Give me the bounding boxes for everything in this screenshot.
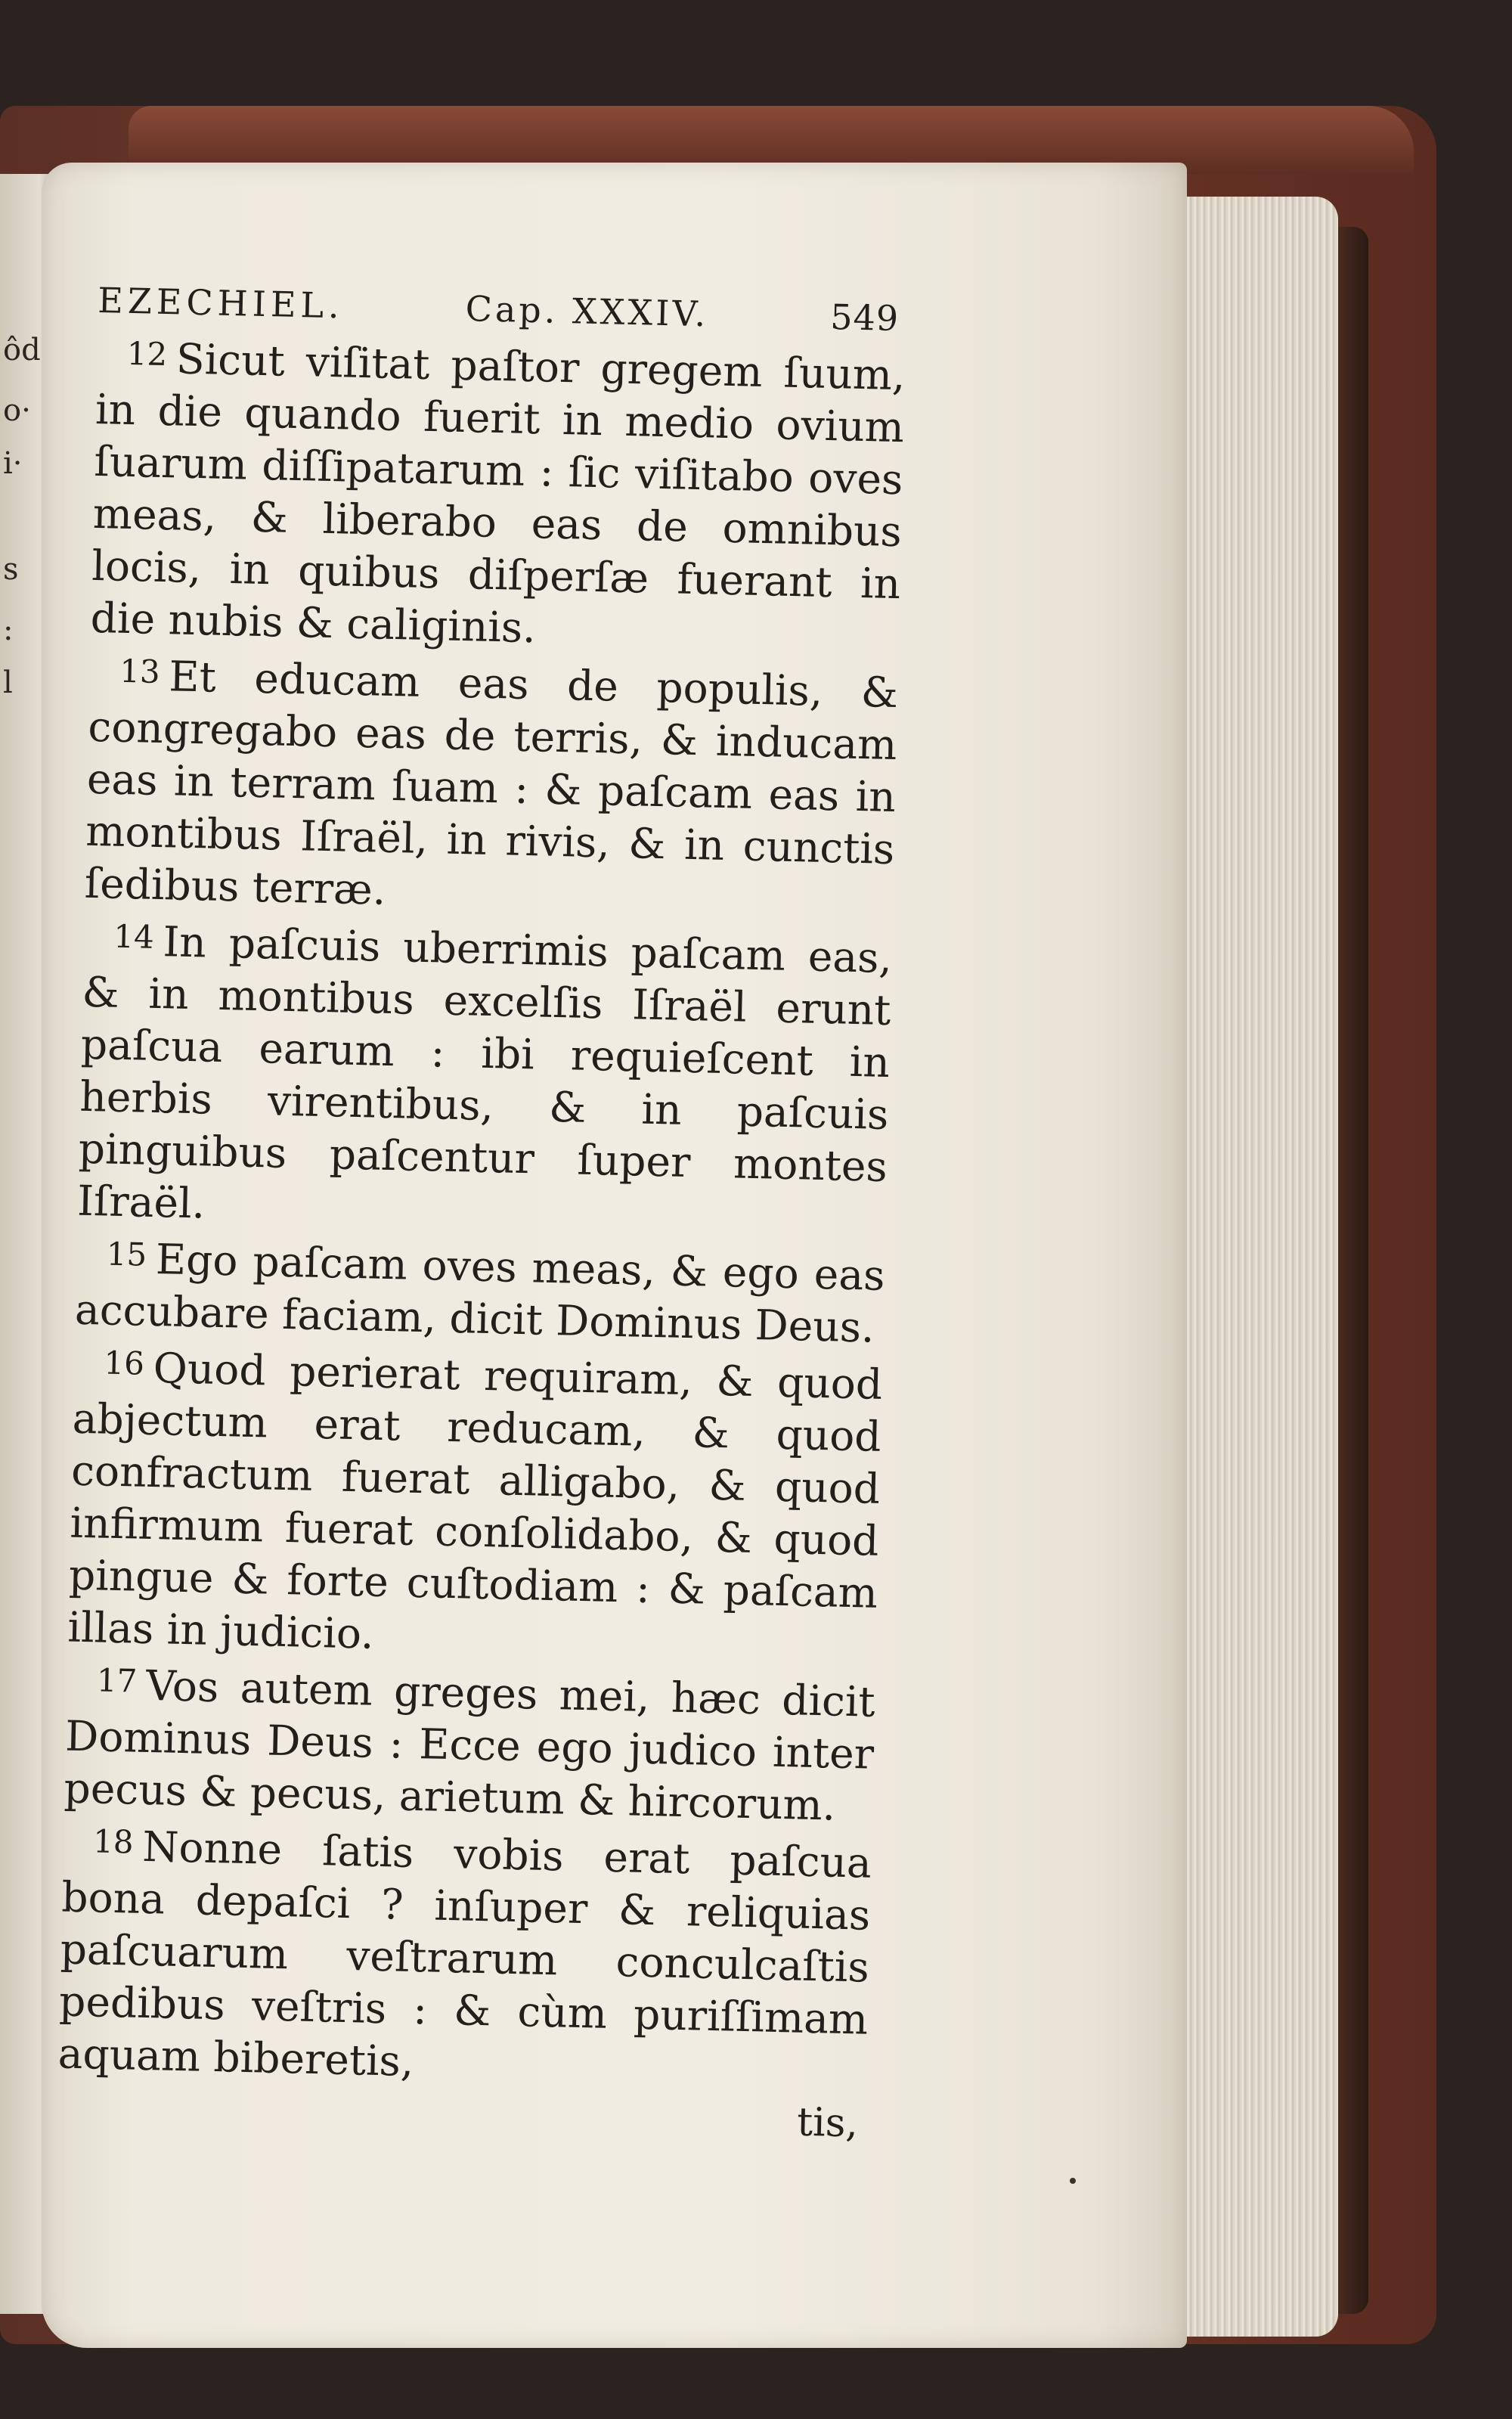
verse: [57, 1814, 872, 2098]
verse: [77, 910, 893, 1245]
left-page-fragment: o·: [3, 393, 31, 428]
left-page-fragment: s: [3, 552, 19, 587]
verse-number: 15: [106, 1235, 147, 1273]
verse-text: Et educam eas de populis, & congregabo eas de terris, & inducam eas in terram ſuam : & paſcam eas in montibus Iſraël, in rivis, & in cunctis ſedibus terræ.: [84, 652, 899, 914]
verse-text: Sicut viſitat paſtor gregem ſuum, in die quando fuerit in medio ovium ſuarum diſſipatarum : ſic viſitabo oves meas, & liberabo eas de omnibus locis, in quibus diſperſæ fuerant in die nubis & caliginis.: [90, 334, 906, 653]
verse: [74, 1227, 885, 1354]
page-stack-shadow: [1338, 227, 1368, 2314]
verse-text: Nonne ſatis vobis erat paſcua bona depaſci ? inſuper & reliquias paſcuarum veſtrarum conculcaſtis pedibus veſtris : & cùm puriſſimam aquam biberetis,: [57, 1822, 872, 2086]
page-stack-edge: [1179, 197, 1338, 2337]
verse: [90, 327, 906, 662]
verse-number: 17: [96, 1661, 138, 1700]
verse-number: 12: [126, 334, 168, 374]
verse: [64, 1654, 876, 1833]
page-text: [57, 280, 907, 2147]
running-head-chapter: Cap. XXXIV.: [465, 288, 709, 335]
paper-speck: [1070, 2178, 1076, 2184]
left-page-fragment: l: [3, 665, 13, 700]
verse: [84, 644, 899, 928]
catchword: tis,: [796, 2099, 859, 2147]
running-head-title: EZECHIEL.: [97, 280, 345, 327]
left-page-fragment: ôd: [3, 333, 41, 368]
verse-number: 16: [103, 1344, 145, 1382]
verse-text: Ego paſcam oves meas, & ego eas accubare faciam, dicit Dominus Deus.: [74, 1235, 886, 1352]
page-number: 549: [829, 296, 900, 340]
verse: [67, 1336, 883, 1672]
verse-text: Quod perierat requiram, & quod abjectum erat reducam, & quod confractum fuerat alligabo, & quod infirmum fuerat conſolidabo, & quod pingue & forte cuſtodiam : & paſcam illas in judicio.: [67, 1344, 883, 1658]
left-page-fragment: i·: [3, 446, 23, 481]
verse-number: 14: [113, 917, 155, 956]
verse-text: In paſcuis uberrimis paſcam eas, & in montibus excelſis Iſraël erunt paſcua earum : ibi requieſcent in herbis virentibus, & in paſcuis pinguibus paſcentur ſuper montes Iſraël.: [76, 917, 893, 1228]
verse-text: Vos autem greges mei, hæc dicit Dominus Deus : Ecce ego judico inter pecus & pecus, arietum & hircorum.: [64, 1661, 876, 1830]
verse-number: 13: [119, 652, 161, 690]
verse-number: 18: [92, 1822, 135, 1861]
left-page-fragment: :: [3, 613, 14, 647]
